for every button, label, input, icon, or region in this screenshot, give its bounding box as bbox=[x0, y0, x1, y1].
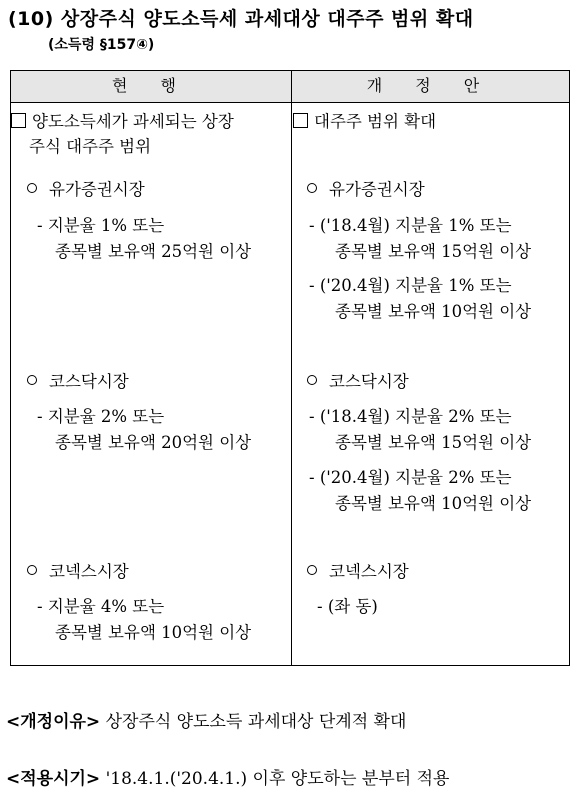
current-market-kosdaq: 코스닥시장 bbox=[27, 369, 129, 395]
legal-reference: (소득령 §157④) bbox=[48, 37, 155, 53]
current-heading-line1: 양도소득세가 과세되는 상장 bbox=[32, 112, 234, 131]
current-konex-line1: - 지분율 4% 또는 bbox=[37, 597, 165, 616]
bullet-circle-icon bbox=[307, 565, 317, 575]
amendment-heading: 대주주 범위 확대 bbox=[293, 109, 569, 134]
amendment-market-kospi: 유가증권시장 bbox=[307, 177, 425, 203]
amendment-kosdaq-2018-line1: - ('18.4월) 지분율 2% 또는 bbox=[309, 407, 512, 426]
date-text: '18.4.1.('20.4.1.) 이후 양도하는 분부터 적용 bbox=[105, 769, 450, 789]
header-current: 현 행 bbox=[112, 76, 190, 95]
current-kospi-line2: 종목별 보유액 25억원 이상 bbox=[55, 242, 252, 261]
amendment-konex-same: - (좌 동) bbox=[317, 597, 378, 616]
amendment-market-konex: 코넥스시장 bbox=[307, 559, 409, 585]
amendment-kospi-2018-line1: - ('18.4월) 지분율 1% 또는 bbox=[309, 216, 512, 235]
current-market-konex: 코넥스시장 bbox=[27, 559, 129, 585]
checkbox-square-icon bbox=[11, 113, 26, 128]
amendment-kospi-2020-line1: - ('20.4월) 지분율 1% 또는 bbox=[309, 276, 512, 295]
current-kospi-line1: - 지분율 1% 또는 bbox=[37, 216, 165, 235]
amendment-kosdaq-2020-line1: - ('20.4월) 지분율 2% 또는 bbox=[309, 468, 512, 487]
reason-text: 상장주식 양도소득 과세대상 단계적 확대 bbox=[105, 712, 407, 732]
amendment-kospi-2018-line2: 종목별 보유액 15억원 이상 bbox=[335, 242, 532, 261]
date-label: <적용시기> bbox=[6, 769, 101, 789]
current-kosdaq-line2: 종목별 보유액 20억원 이상 bbox=[55, 433, 252, 452]
effective-date bbox=[6, 764, 449, 789]
table-header bbox=[11, 71, 569, 103]
current-heading bbox=[11, 109, 289, 159]
bullet-circle-icon bbox=[27, 565, 37, 575]
reason-label: <개정이유> bbox=[6, 712, 101, 732]
bullet-circle-icon bbox=[27, 183, 37, 193]
current-heading-line2: 주식 대주주 범위 bbox=[29, 137, 152, 156]
bullet-circle-icon bbox=[307, 375, 317, 385]
current-market-kospi: 유가증권시장 bbox=[27, 177, 145, 203]
amendment-reason bbox=[6, 707, 406, 732]
bullet-circle-icon bbox=[307, 183, 317, 193]
amendment-kospi-2020-line2: 종목별 보유액 10억원 이상 bbox=[335, 302, 532, 321]
amendment-market-kosdaq: 코스닥시장 bbox=[307, 369, 409, 395]
checkbox-square-icon bbox=[293, 113, 308, 128]
current-konex-line2: 종목별 보유액 10억원 이상 bbox=[55, 623, 252, 642]
comparison-table bbox=[10, 70, 570, 666]
amendment-kosdaq-2018-line2: 종목별 보유액 15억원 이상 bbox=[335, 433, 532, 452]
header-amendment: 개 정 안 bbox=[366, 76, 494, 95]
bullet-circle-icon bbox=[27, 375, 37, 385]
current-kosdaq-line1: - 지분율 2% 또는 bbox=[37, 407, 165, 426]
column-divider bbox=[291, 71, 292, 665]
amendment-kosdaq-2020-line2: 종목별 보유액 10억원 이상 bbox=[335, 494, 532, 513]
page-title: (10) 상장주식 양도소득세 과세대상 대주주 범위 확대 bbox=[8, 8, 474, 30]
